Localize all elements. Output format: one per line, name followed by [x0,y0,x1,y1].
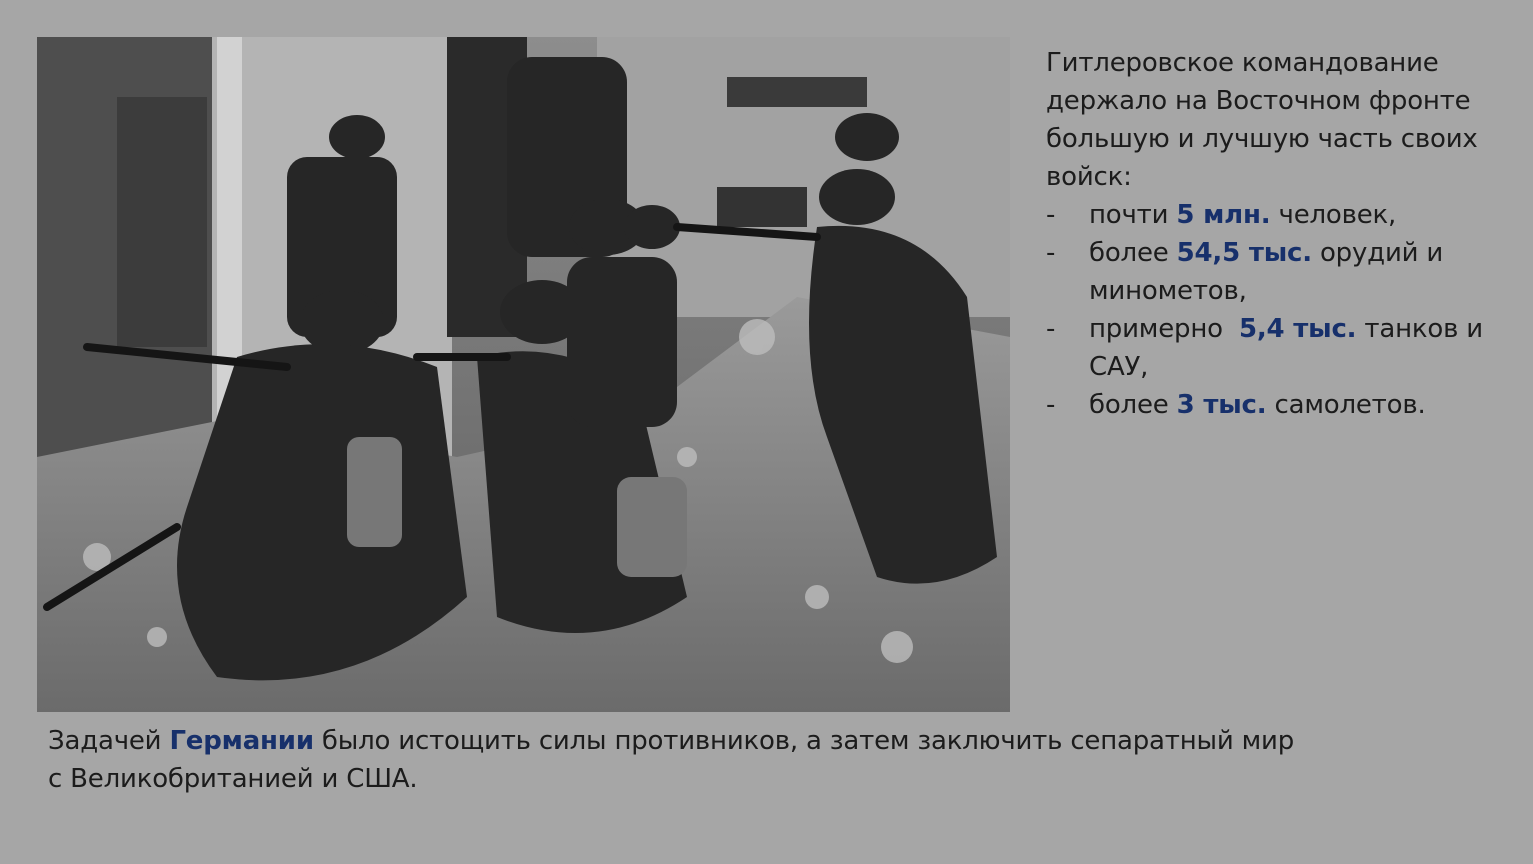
intro-text: Гитлеровское командование держало на Восточном фронте большую и лучшую часть своих войск: [1046,48,1478,192]
fact-item [1046,234,1516,310]
fact-text: орудий и минометов, [1089,238,1444,306]
conclusion-line-2: с Великобританией и США. [48,764,418,794]
fact-text: почти [1089,200,1177,230]
dash-marker: - [1046,238,1056,268]
conclusion-block [48,722,1348,798]
war-photo [37,37,1010,712]
dash-marker: - [1046,314,1056,344]
fact-item [1046,310,1516,386]
dash-marker: - [1046,390,1056,420]
conclusion-text: было истощить силы противников, а затем заключить сепаратный мир [313,726,1295,756]
fact-text: танков и САУ, [1089,314,1483,382]
fact-text: более [1089,238,1177,268]
fact-value: 3 тыс. [1176,390,1267,420]
fact-value: 54,5 тыс. [1176,238,1312,268]
fact-value: 5 млн. [1176,200,1271,230]
fact-text: человек, [1270,200,1397,230]
fact-value: 5,4 тыс. [1238,314,1357,344]
conclusion-accent: Германии [169,726,314,756]
war-photo-drawing [37,37,1010,712]
fact-item [1046,196,1516,234]
fact-item [1046,386,1516,424]
fact-text: более [1089,390,1177,420]
conclusion-text: Задачей [48,726,170,756]
facts-list [1046,196,1516,424]
fact-text: примерно [1089,314,1239,344]
fact-text: самолетов. [1266,390,1426,420]
side-text-block [1046,44,1516,424]
conclusion-line-1 [48,722,1348,760]
dash-marker: - [1046,200,1056,230]
